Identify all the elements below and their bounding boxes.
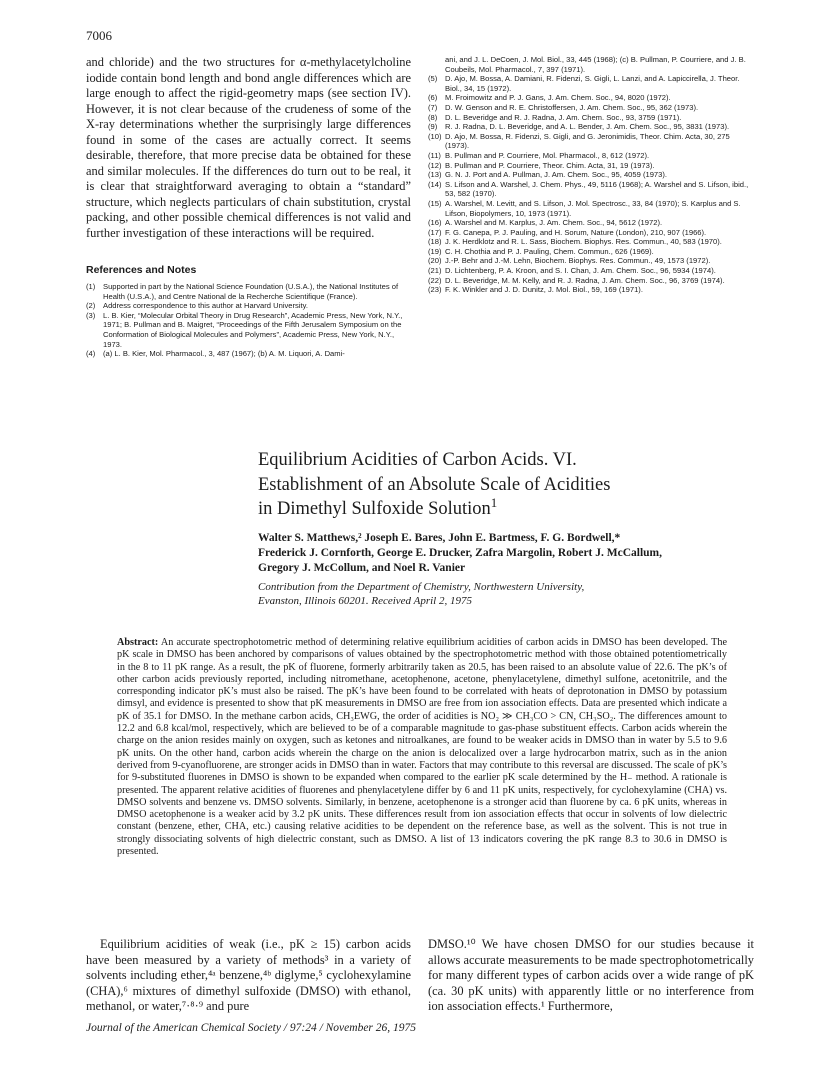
abstract-text: An accurate spectrophotometric method of determining relative equilibrium acidities of carbon acids in DMSO has been developed. The pK scale in DMSO has been anchored by comparisons of values obtained by the spectrophotometric method with those obtained potentiometrically in the 8 to 11 pK range. As a result, the pK of fluorene, formerly arbitrarily taken as 20.5, has been raised to an absolute value of 22.6. The pK’s of other carbon acids previously reported, including nitromethane, acetophenone, acetone, phenylacetylene, dimethyl sulfone, acetonitrile, and the corresponding indicator pK’s must also be raised. The pK’s have been found to be correlated with heats of deprotonation in DMSO by potassium dimsyl, and evidence is presented to show that pK measurements in DMSO are free from ion association effects. Data are presented which indicate a pK of 35.1 for DMSO. In the methane carbon acids, CH₃EWG, the order of acidities is NO₂ ≫ CH₃CO > CN, CH₃SO₂. The differences amount to 12.2 and 6.8 kcal/mol, respectively, which are believed to be of a comparable magnitude to gas-phase substituent effects. Carbon acids wherein the charge on the anion resides mainly on oxygen, such as ketones and nitroalkanes, are found to be weaker acids in DMSO than in water by 5.5 to 9.6 pK units. On the other hand, carbon acids wherein the charge on the anion is delocalized over a large hydrocarbon matrix, such as in the anion derived from 9-cyanofluorene, are stronger acids in DMSO than in water. Factors that may contribute to this reversal are discussed. The scale of pK’s for 9-substituted fluorenes in DMSO is shown to be expanded when compared to the earlier pK scale determined by the H₋ method. A rationale is presented. The apparent relative acidities of fluorenes and phenylacetylene differ by 6 and 11 pK units, respectively, for cyclohexylamine (CHA) vs. DMSO solvents and benzene vs. DMSO solvents. Similarly, in benzene, acetophenone is a stronger acid than fluorene by ca. 6 pK units, whereas in DMSO acetophenone is a weaker acid by 3.2 pK units. These differences result from ion association effects that occur in solvents of low dielectric constant (benzene, ether, CHA, etc.) causing relative acidities to be dependent on the reference base, as well as the solvent. This is not true in strongly dissociating solvents of high dielectric constant, such as DMSO. A list of 13 indicators covering the pK range 8.3 to 30.6 in DMSO is presented. <box>117 637 727 858</box>
reference-number: (20) <box>428 256 442 266</box>
references-list-left <box>86 282 412 359</box>
abstract-label: Abstract: <box>117 637 159 648</box>
reference-number: (6) <box>428 93 438 103</box>
title-line-1: Equilibrium Acidities of Carbon Acids. VI. <box>258 450 577 470</box>
article-title <box>258 448 610 522</box>
affiliation <box>258 580 584 608</box>
reference-number: (5) <box>428 74 438 84</box>
reference-text: F. G. Canepa, P. J. Pauling, and H. Sorum, Nature (London), 210, 907 (1966). <box>445 227 707 237</box>
reference-number: (18) <box>428 237 442 247</box>
reference-item <box>428 266 754 276</box>
reference-item <box>428 180 754 199</box>
reference-text: D. Ajo, M. Bossa, A. Damiani, R. Fidenzi, S. Gigli, L. Lanzi, and A. Lapiccirella, J. Theor. Biol., 34, 15 (1972). <box>445 74 740 93</box>
reference-number: (11) <box>428 150 441 160</box>
title-line-2: Establishment of an Absolute Scale of Acidities <box>258 474 611 495</box>
abstract <box>117 637 727 858</box>
title-footnote-mark: 1 <box>490 494 498 510</box>
reference-text: D. L. Beveridge and R. J. Radna, J. Am. Chem. Soc., 93, 3759 (1971). <box>445 112 682 122</box>
reference-text: A. Warshel and M. Karplus, J. Am. Chem. Soc., 94, 5612 (1972). <box>445 218 663 228</box>
reference-text: S. Lifson and A. Warshel, J. Chem. Phys., 49, 5116 (1968); A. Warshel and S. Lifson, ibid., 53, 582 (1970). <box>445 179 749 199</box>
reference-text: F. K. Winkler and J. D. Dunitz, J. Mol. Biol., 59, 169 (1971). <box>445 285 643 295</box>
reference-text: D. Lichtenberg, P. A. Kroon, and S. I. Chan, J. Am. Chem. Soc., 96, 5934 (1974). <box>445 266 716 276</box>
reference-item <box>428 237 754 247</box>
reference-item <box>86 311 412 349</box>
reference-number: (4) <box>86 349 96 359</box>
reference-number: (23) <box>428 285 442 295</box>
reference-item <box>86 349 412 359</box>
reference-item <box>86 301 412 311</box>
reference-text: J.-P. Behr and J.-M. Lehn, Biochem. Biophys. Res. Commun., 49, 1573 (1972). <box>445 256 711 266</box>
reference-text: D. Ajo, M. Bossa, R. Fidenzi, S. Gigli, and G. Jeronimidis, Theor. Chim. Acta, 30, 275 (1973). <box>445 131 730 151</box>
reference-number: (22) <box>428 275 442 285</box>
reference-item <box>428 218 754 228</box>
reference-item <box>428 247 754 257</box>
reference-text: D. W. Genson and R. E. Christoffersen, J. Am. Chem. Soc., 95, 362 (1973). <box>445 102 699 112</box>
authors-line-3: Gregory J. McCollum, and Noel R. Vanier <box>258 562 466 574</box>
reference-number: (19) <box>428 246 442 256</box>
reference-text: A. Warshel, M. Levitt, and S. Lifson, J. Mol. Spectrosc., 33, 84 (1970); S. Karplus and S. Lifson, Biopolymers, 10, 1973 (1971). <box>445 198 741 218</box>
reference-item <box>428 228 754 238</box>
reference-item <box>428 55 754 74</box>
authors-line-1: Walter S. Matthews,² Joseph E. Bares, John E. Bartmess, F. G. Bordwell,* <box>258 532 621 544</box>
page-number: 7006 <box>86 28 112 43</box>
reference-text: Supported in part by the National Science Foundation (U.S.A.), the National Institutes of Health (U.S.A.), and Centre National de la Recherche Scientifique (France). <box>103 282 399 301</box>
reference-number: (9) <box>428 122 438 132</box>
reference-number: (13) <box>428 170 442 180</box>
reference-number: (10) <box>428 131 442 141</box>
title-line-3-text: in Dimethyl Sulfoxide Solution <box>258 499 491 519</box>
reference-text: M. Froimowitz and P. J. Gans, J. Am. Chem. Soc., 94, 8020 (1972). <box>445 93 671 103</box>
affiliation-line-2: Evanston, Illinois 60201. Received April 2, 1975 <box>258 595 472 607</box>
reference-item <box>428 276 754 286</box>
reference-item <box>428 161 754 171</box>
reference-text: B. Pullman and P. Courriere, Mol. Pharmacol., 8, 612 (1972). <box>445 150 650 160</box>
reference-number: (12) <box>428 160 442 170</box>
reference-item <box>428 93 754 103</box>
reference-number: (14) <box>428 179 442 189</box>
reference-text: C. H. Chothia and P. J. Pauling, Chem. Commun., 626 (1969). <box>445 246 654 256</box>
authors-line-2: Frederick J. Cornforth, George E. Drucker, Zafra Margolin, Robert J. McCallum, <box>258 547 663 559</box>
references-heading: References and Notes <box>86 264 197 276</box>
reference-number: (1) <box>86 282 96 291</box>
reference-item <box>428 74 754 93</box>
reference-text: B. Pullman and P. Courriere, Theor. Chim. Acta, 31, 19 (1973). <box>445 160 655 170</box>
reference-text: D. L. Beveridge, M. M. Kelly, and R. J. Radna, J. Am. Chem. Soc., 96, 3769 (1974). <box>445 275 725 285</box>
reference-text: ani, and J. L. DeCoen, J. Mol. Biol., 33, 445 (1968); (c) B. Pullman, P. Courriere, and J. B. Coubeils, Mol. Pharmacol., 7, 397 (1971). <box>445 55 746 74</box>
reference-item <box>428 170 754 180</box>
reference-item <box>428 256 754 266</box>
reference-item <box>428 151 754 161</box>
reference-text: (a) L. B. Kier, Mol. Pharmacol., 3, 487 (1967); (b) A. M. Liquori, A. Dami- <box>103 349 345 359</box>
reference-number: (2) <box>86 301 96 311</box>
journal-footer: Journal of the American Chemical Society / 97:24 / November 26, 1975 <box>86 1022 417 1034</box>
reference-number: (15) <box>428 198 442 208</box>
reference-text: R. J. Radna, D. L. Beveridge, and A. L. Bender, J. Am. Chem. Soc., 95, 3831 (1973). <box>445 122 730 132</box>
reference-item <box>428 199 754 218</box>
left-column-text: and chloride) and the two structures for α-methylacetylcholine iodide contain bond length and bond angle differences which are large enough to affect the rigid-geometry maps (see section IV). However, it is not clear because of the crudeness of some of the X-ray determinations whether the surprisingly large differences found in some of the cases are actually correct. It seems desirable, therefore, that more precise data be obtained for these and similar molecules. If the differences do turn out to be real, it is clear that straightforward averaging to obtain a “standard” structure, which neglects particulars of chain substitution, crystal packing, and other possible chemical differences is not valid and further investigation of these interactions will be required. <box>86 55 411 240</box>
reference-number: (17) <box>428 227 442 237</box>
reference-number: (3) <box>86 310 96 320</box>
author-list <box>258 531 662 576</box>
reference-item <box>428 113 754 123</box>
reference-text: L. B. Kier, “Molecular Orbital Theory in Drug Research”, Academic Press, New York, N.Y., 1971; B. Pullman and B. Maigret, “Proceedings of the Fifth Jerusalem Symposium on the Conformation of Biological Molecules and Polymers”, Academic Press, New York, N.Y., 1973. <box>103 310 403 349</box>
reference-text: Address correspondence to this author at Harvard University. <box>103 301 308 311</box>
reference-number: (21) <box>428 266 442 276</box>
reference-item <box>428 103 754 113</box>
reference-item <box>428 285 754 295</box>
body-text-left: Equilibrium acidities of weak (i.e., pK ≥ 15) carbon acids have been measured by a variety of methods³ in a variety of solvents including ether,⁴ᵃ benzene,⁴ᵇ diglyme,⁵ cyclohexylamine (CHA),⁶ mixtures of dimethyl sulfoxide (DMSO) with ethanol, methanol, or water,⁷·⁸·⁹ and pure <box>86 937 411 1013</box>
reference-item <box>428 122 754 132</box>
reference-text: G. N. J. Port and A. Pullman, J. Am. Chem. Soc., 95, 4059 (1973). <box>445 170 668 180</box>
reference-number: (8) <box>428 112 438 122</box>
reference-item <box>428 132 754 151</box>
reference-number: (16) <box>428 218 442 228</box>
title-line-3 <box>258 494 610 522</box>
body-text-right: DMSO.¹⁰ We have chosen DMSO for our studies because it allows accurate measurements to be made spectrophotometrically for many different types of carbon acids over a wide range of pK (ca. 30 pK units) with apparently little or no interference from ion association effects.¹ Furthermore, <box>428 937 754 1013</box>
affiliation-line-1: Contribution from the Department of Chemistry, Northwestern University, <box>258 581 585 593</box>
reference-item <box>86 282 412 301</box>
reference-text: J. K. Herdklotz and R. L. Sass, Biochem. Biophys. Res. Commun., 40, 583 (1970). <box>445 237 722 247</box>
references-list-right <box>428 55 754 295</box>
reference-number: (7) <box>428 102 438 112</box>
